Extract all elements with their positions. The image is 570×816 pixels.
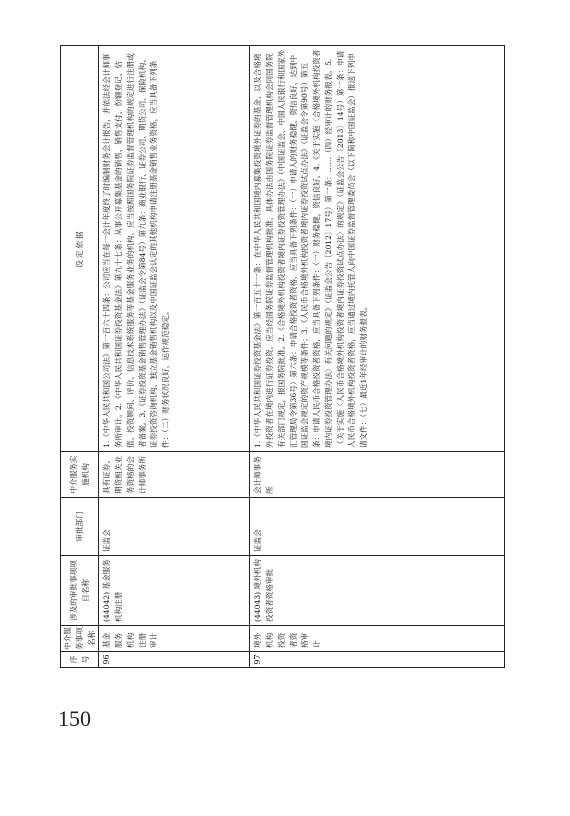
service-name: 境外机构投资者资格审计 bbox=[250, 626, 505, 652]
header-no: 序号 bbox=[61, 652, 99, 668]
header-agency: 中介服务实施机构 bbox=[61, 452, 99, 498]
row-number: 97 bbox=[250, 652, 505, 668]
legal-basis: 1.《中华人民共和国证券投资基金法》第一百五十一条：在中华人民共和国境内募集投资境外证券的基金，以及合格境外投资者在境内进行证券投资，应当经国务院证券监督管理机构批准，具体办法由国务院证券监督管理机构会同国务院有关部门规定，报国务院批准。2.《合格境外机构投资者境内证券投资管理办法》（中国证监会、中国人民银行和国家外汇管理局令第36号）第六条：申请合格投资者资格，应当具备下列条件：（一）申请人的财务稳健，资信良好，达到中国证监会规定的资产规模等条件；3.《人民币合格境外机构投资者境内证券投资试点办法》（证监会令第90号）第五条：申请人民币合格投资者资格，应当具备下列条件：（一）财务稳健，资信良好。4.《关于实施〈合格境外机构投资者境内证券投资管理办法〉有关问题的规定》（证监会公告〔2012〕17号）第一条：……（四）经审计的财务报表。5.《关于实施〈人民币合格境外机构投资者境内证券投资试点办法〉的规定》（证监会公告〔2013〕14号）第一条：申请人民币合格境外机构投资者资格，应当通过境内托管人向中国证券监督管理委员会（以下简称中国证监会）报送下列申请文件：（七）最近1年经审计的财务报表。 bbox=[250, 46, 505, 452]
approval-department: 证监会 bbox=[250, 498, 505, 556]
approval-department: 证监会 bbox=[99, 498, 250, 556]
header-basis: 设定依据 bbox=[61, 46, 99, 452]
header-service: 中介服务事项名称 bbox=[61, 626, 99, 652]
service-name: 基金服务机构注册审计 bbox=[99, 626, 250, 652]
approval-item-name: (44043) 境外机构投资者资格审批 bbox=[250, 556, 505, 626]
table-row bbox=[99, 46, 250, 668]
approval-item-name: (44042) 基金服务机构注册 bbox=[99, 556, 250, 626]
legal-basis: 1.《中华人民共和国公司法》第一百六十四条：公司应当在每一会计年度终了时编制财务会计报告，并依法经会计师事务所审计。2.《中华人民共和国证券投资基金法》第九十七条：从事公开募集基金的销售、销售支付、份额登记、估值、投资顾问、评价、信息技术系统服务等基金服务业务的机构，应当按照国务院证券监督管理机构的规定进行注册或者备案。3.《证券投资基金销售管理办法》（证监会令第84号）第九条：商业银行、证券公司、期货公司、保险机构、证券投资咨询机构、独立基金销售机构以及中国证监会认定的其他机构申请注册基金销售业务资格，应当具备下列条件：（二）财务状况良好，运作规范稳定。 bbox=[99, 46, 250, 452]
rotated-table-stage bbox=[60, 46, 500, 668]
header-approval-item: 涉及的审批事项项目名称 bbox=[61, 556, 99, 626]
header-department: 审批部门 bbox=[61, 498, 99, 556]
approval-items-table bbox=[60, 45, 505, 668]
page-number: 150 bbox=[58, 706, 91, 731]
row-number: 96 bbox=[99, 652, 250, 668]
service-agency: 会计师事务所 bbox=[250, 452, 505, 498]
table-header-row bbox=[61, 46, 99, 668]
table-row bbox=[250, 46, 505, 668]
service-agency: 具有证券、期货相关业务资格的会计师事务所 bbox=[99, 452, 250, 498]
